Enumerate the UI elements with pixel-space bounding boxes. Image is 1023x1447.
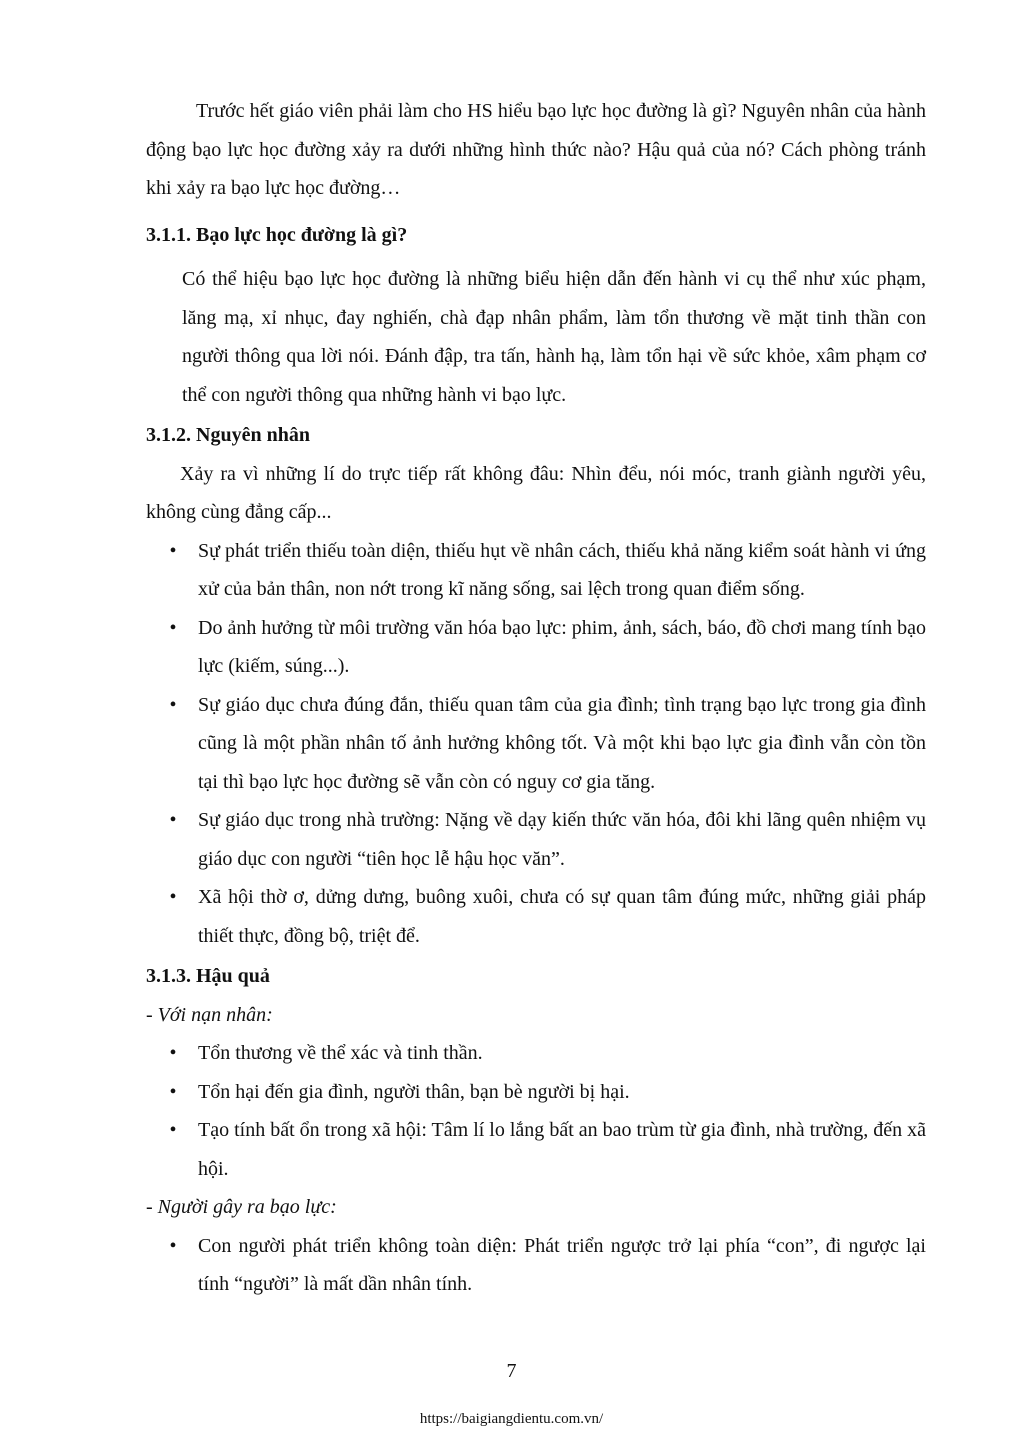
section-definition-body-block — [146, 260, 926, 414]
list-item — [146, 609, 926, 686]
section-heading-causes: 3.1.2. Nguyên nhân — [146, 424, 310, 446]
list-item-text: Con người phát triển không toàn diện: Phát triển ngược trở lại phía “con”, đi ngược lại tính “người” là mất dần nhân tính. — [198, 1234, 926, 1295]
section-definition-paragraph: Có thể hiệu bạo lực học đường là những biểu hiện dẫn đến hành vi cụ thể như xúc phạm, lăng mạ, xỉ nhục, đay nghiến, chà đạp nhân phẩm, làm tổn thương về mặt tinh thần con người thông qua lời nói. Đánh đập, tra tấn, hành hạ, làm tổn hại về sức khỏe, xâm phạm cơ thể con người thông qua những hành vi bạo lực. — [182, 268, 926, 406]
list-item — [146, 1111, 926, 1188]
bullet-icon: • — [169, 809, 177, 831]
bullet-icon: • — [169, 886, 177, 908]
list-item-text: Do ảnh hưởng từ môi trường văn hóa bạo lực: phim, ảnh, sách, báo, đồ chơi mang tính bạo lực (kiếm, súng...). — [198, 616, 926, 677]
list-item-text: Sự giáo dục trong nhà trường: Nặng về dạy kiến thức văn hóa, đôi khi lãng quên nhiệm vụ giáo dục con người “tiên học lễ hậu học văn”. — [198, 809, 926, 870]
document-page — [146, 92, 926, 1304]
victim-subheading: - Với nạn nhân: — [146, 1003, 273, 1026]
list-item — [146, 878, 926, 955]
list-item-text: Xã hội thờ ơ, dửng dưng, buông xuôi, chưa có sự quan tâm đúng mức, những giải pháp thiết thực, đồng bộ, triệt để. — [198, 886, 926, 947]
list-item — [146, 532, 926, 609]
intro-paragraph: Trước hết giáo viên phải làm cho HS hiểu bạo lực học đường là gì? Nguyên nhân của hành động bạo lực học đường xảy ra dưới những hình thức nào? Hậu quả của nó? Cách phòng tránh khi xảy ra bạo lực học đường… — [146, 100, 926, 199]
bullet-icon: • — [169, 1042, 177, 1064]
list-item-text: Tạo tính bất ổn trong xã hội: Tâm lí lo lắng bất an bao trùm từ gia đình, nhà trường, đến xã hội. — [198, 1119, 926, 1180]
bullet-icon: • — [169, 693, 177, 716]
section-heading-definition: 3.1.1. Bạo lực học đường là gì? — [146, 223, 408, 246]
list-item — [146, 801, 926, 878]
perpetrator-consequences-list — [146, 1227, 926, 1304]
bullet-icon: • — [169, 539, 177, 562]
list-item-text: Tổn hại đến gia đình, người thân, bạn bè người bị hại. — [198, 1080, 630, 1103]
list-item — [146, 1073, 926, 1112]
bullet-icon: • — [169, 1119, 177, 1141]
section-causes-paragraph: Xảy ra vì những lí do trực tiếp rất không đâu: Nhìn đểu, nói móc, tranh giành người yêu, không cùng đẳng cấp... — [146, 462, 926, 523]
bullet-icon: • — [169, 1234, 177, 1257]
bullet-icon: • — [169, 1080, 177, 1103]
page-number: 7 — [506, 1360, 517, 1382]
list-item — [146, 1034, 926, 1073]
victim-consequences-list — [146, 1034, 926, 1188]
section-heading-consequences: 3.1.3. Hậu quả — [146, 965, 270, 987]
bullet-icon: • — [169, 616, 177, 639]
list-item-text: Sự phát triển thiếu toàn diện, thiếu hụt về nhân cách, thiếu khả năng kiểm soát hành vi ứng xử của bản thân, non nớt trong kĩ năng sống, sai lệch trong quan điểm sống. — [198, 539, 926, 600]
list-item-text: Sự giáo dục chưa đúng đắn, thiếu quan tâm của gia đình; tình trạng bạo lực trong gia đình cũng là một phần nhân tố ảnh hưởng không tốt. Và một khi bạo lực gia đình vẫn còn tồn tại thì bạo lực học đường sẽ vẫn còn có nguy cơ gia tăng. — [198, 693, 926, 793]
perpetrator-subheading: - Người gây ra bạo lực: — [146, 1196, 337, 1218]
list-item — [146, 1227, 926, 1304]
causes-list — [146, 532, 926, 956]
footer-url-link[interactable]: https://baigiangdientu.com.vn/ — [419, 1411, 604, 1427]
list-item — [146, 686, 926, 802]
list-item-text: Tổn thương về thể xác và tinh thần. — [198, 1042, 483, 1064]
